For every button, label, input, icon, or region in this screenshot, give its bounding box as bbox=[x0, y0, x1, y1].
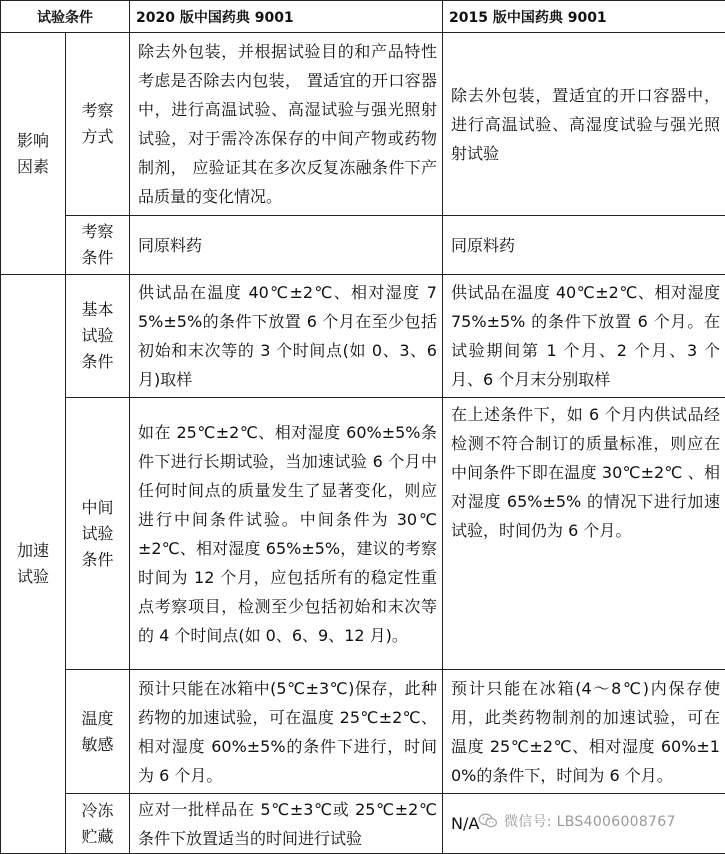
table-row bbox=[1, 275, 725, 398]
header-2020: 2020 版中国药典 9001 bbox=[130, 1, 443, 33]
table-row bbox=[1, 398, 725, 670]
sub-label: 中间 试验 条件 bbox=[66, 398, 130, 670]
cell-2020: 除去外包装，并根据试验目的和产品特性考虑是否除去内包装， 置适宜的开口容器中，进行高温试验、高湿试验与强光照射试验，对于需冷冻保存的中间产物或药物制剂， 应验证其在多次反复冻融条件下产品质量的变化情况。 bbox=[130, 33, 443, 216]
cell-2015: 预计只能在冰箱(4～8℃)内保存使用，此类药物制剂的加速试验，可在温度 25℃±2℃、相对湿度 60%±10%的条件下，时间为 6 个月。 bbox=[443, 670, 725, 794]
watermark bbox=[478, 806, 725, 836]
cell-2020: 同原料药 bbox=[130, 216, 443, 275]
sub-label: 冷冻 贮藏 bbox=[66, 794, 130, 854]
group-label-influence: 影响 因素 bbox=[1, 33, 66, 275]
na-text: N/A bbox=[451, 814, 479, 833]
header-row bbox=[1, 1, 725, 33]
cell-2020: 应对一批样品在 5℃±3℃或 25℃±2℃条件下放置适当的时间进行试验 bbox=[130, 794, 443, 854]
cell-2015: 除去外包装，置适宜的开口容器中，进行高温试验、高湿度试验与强光照射试验 bbox=[443, 33, 725, 216]
cell-2015: 供试品在温度 40℃±2℃、相对湿度 75%±5% 的条件下放置 6 个月。在试验期间第 1 个月、2 个月、3 个月、6 个月末分别取样 bbox=[443, 275, 725, 398]
cell-2020: 如在 25℃±2℃、相对湿度 60%±5%条件下进行长期试验，当加速试验 6 个月中任何时间点的质量发生了显著变化，则应进行中间条件试验。中间条件为 30℃±2℃、相对湿度 65%±5%，建议的考察时间为 12 个月，应包括所有的稳定性重点考察项目，检测至少包括初始和末次等的 4 个时间点(如 0、6、9、12 月)。 bbox=[130, 398, 443, 670]
cell-2020: 预计只能在冰箱中(5℃±3℃)保存，此种药物的加速试验，可在温度 25℃±2℃、相对湿度 60%±5%的条件下进行，时间为 6 个月。 bbox=[130, 670, 443, 794]
header-conditions: 试验条件 bbox=[1, 1, 130, 33]
wechat-icon bbox=[478, 813, 498, 829]
watermark-text: 微信号: LBS4006008767 bbox=[504, 811, 676, 831]
header-2015: 2015 版中国药典 9001 bbox=[443, 1, 725, 33]
sub-label: 考察 条件 bbox=[66, 216, 130, 275]
cell-2015: 同原料药 bbox=[443, 216, 725, 275]
sub-label: 温度 敏感 bbox=[66, 670, 130, 794]
sub-label: 基本 试验 条件 bbox=[66, 275, 130, 398]
cell-2020: 供试品在温度 40℃±2℃、相对湿度 75%±5%的条件下放置 6 个月在至少包括初始和末次等的 3 个时间点(如 0、3、6 月)取样 bbox=[130, 275, 443, 398]
sub-label: 考察 方式 bbox=[66, 33, 130, 216]
table-row bbox=[1, 33, 725, 216]
table-row bbox=[1, 216, 725, 275]
group-label-accelerated: 加速 试验 bbox=[1, 275, 66, 854]
cell-2015: 在上述条件下，如 6 个月内供试品经检测不符合制订的质量标准，则应在中间条件下即在温度 30℃±2℃ 、相对湿度 65%±5% 的情况下进行加速试验，时间仍为 6 个月。 bbox=[443, 398, 725, 670]
table-row bbox=[1, 670, 725, 794]
